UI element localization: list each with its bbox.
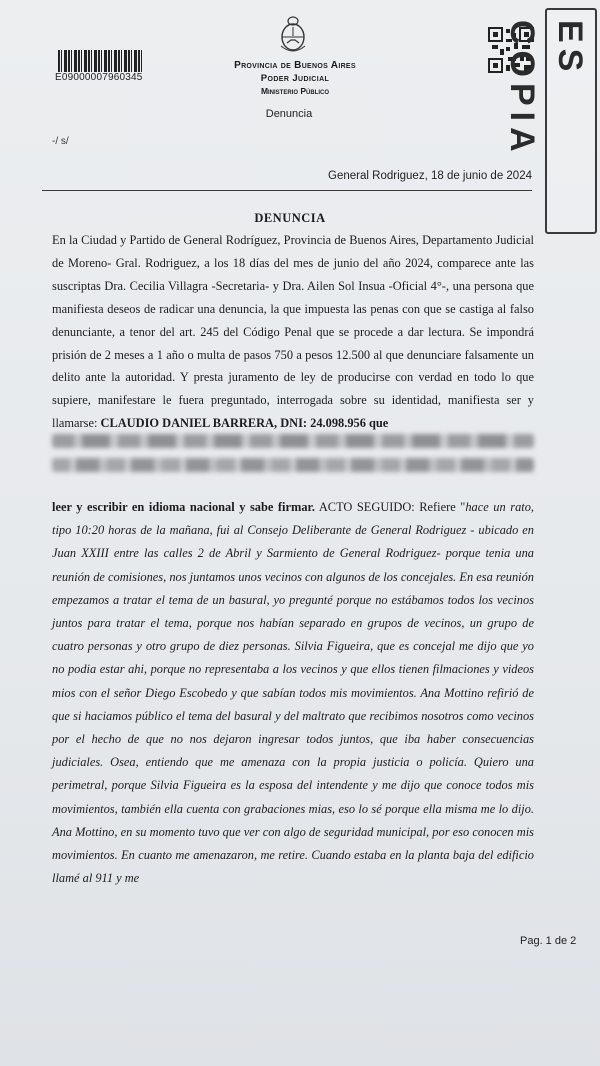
date-line: General Rodriguez, 18 de junio de 2024: [328, 170, 532, 182]
redacted-line: [52, 458, 534, 472]
divider: [42, 190, 532, 191]
intro-text: En la Ciudad y Partido de General Rodríguez, Provincia de Buenos Aires, Departamento Judicial de Moreno- Gral. Rodriguez, a los 18 días del mes de junio del año 2024, comparece ante las suscriptas Dra. Cecilia Villagra -Secretaria- y Dra. Ailen Sol Insua -Oficial 4°-, una persona que manifiesta deseos de radicar una denuncia, la que impuesta las penas con que se castiga al falso denunciante, a tenor del art. 245 del Código Penal que se procede a dar lectura. Se impondrá prisión de 2 meses a 1 año o multa de pasos 750 a pesos 12.500 al que denunciare falsamente un delito ante la autoridad. Y presta juramento de ley de producirse con verdad en todo lo que supiere, manifestare le fuera preguntado, interrogada sobre su identidad, manifiesta ser y llamarse:: [52, 233, 534, 431]
coat-of-arms-icon: [279, 16, 307, 54]
stamp-text: ES COPIA: [503, 20, 589, 158]
intro-paragraph: [52, 229, 534, 435]
document-type: Denuncia: [265, 108, 313, 120]
document-title: DENUNCIA: [254, 211, 326, 225]
literacy-statement: leer y escribir en idioma nacional y sabe firmar.: [52, 500, 315, 514]
header-public-ministry: Ministerio Público: [260, 86, 330, 96]
testimony-text: hace un rato, tipo 10:20 horas de la mañana, fui al Consejo Deliberante de General Rodriguez - ubicado en Juan XXIII entre las calles 2 de Abril y Sarmiento de General Rodriguez- porque tenia una reunión de comisiones, nos juntamos unos vecinos con algunos de los concejales. En esa reunión empezamos a tratar el tema de un basural, yo pregunté porque no estábamos todos los vecinos juntos para tratar el tema, porque nos habían separado en grupos de vecinos, un grupo de cuatro personas y otro grupo de diez personas. Silvia Figueira, que es concejal me dijo que yo no podia estar ahi, porque no representaba a los vecinos y que ellos tienen filmaciones y videos mios con el señor Diego Escobedo y que sabían todos mis movimientos. Ana Mottino refirió de que si haciamos público el tema del basural y del maltrato que recibimos nosotros como vecinos por el hecho de que no nos dejaron ingresar todos juntos, que iba haber consecuencias judiciales. Osea, entiendo que me amenaza con la propia justicia o policía. Quiero una perimetral, porque Silvia Figueira es la esposa del intendente y me dijo que conoce todos mis movimientos, también ella cuenta con grabaciones mias, eso lo sé porque ella misma me lo dijo. Ana Mottino, en su momento tuvo que ver con algo de seguridad municipal, por eso conocen mis movimientos. En cuanto me amenazaron, me retire. Cuando estaba en la planta baja del edificio llamé al 911 y me: [52, 500, 534, 886]
redacted-line: [52, 434, 534, 448]
header-judicial-power: Poder Judicial: [260, 73, 330, 84]
page-number: Pag. 1 de 2: [520, 935, 577, 947]
complainant-name: CLAUDIO DANIEL BARRERA, DNI: 24.098.956 que: [100, 416, 389, 431]
act-following: ACTO SEGUIDO: Refiere ": [314, 500, 466, 514]
statement-paragraph: [52, 496, 534, 890]
copy-stamp: [503, 8, 597, 234]
barcode-number: E09000007960345: [55, 72, 143, 83]
header-province: Provincia de Buenos Aires: [234, 60, 356, 71]
signature-mark: -/ s/: [52, 136, 69, 147]
barcode: [58, 50, 144, 72]
